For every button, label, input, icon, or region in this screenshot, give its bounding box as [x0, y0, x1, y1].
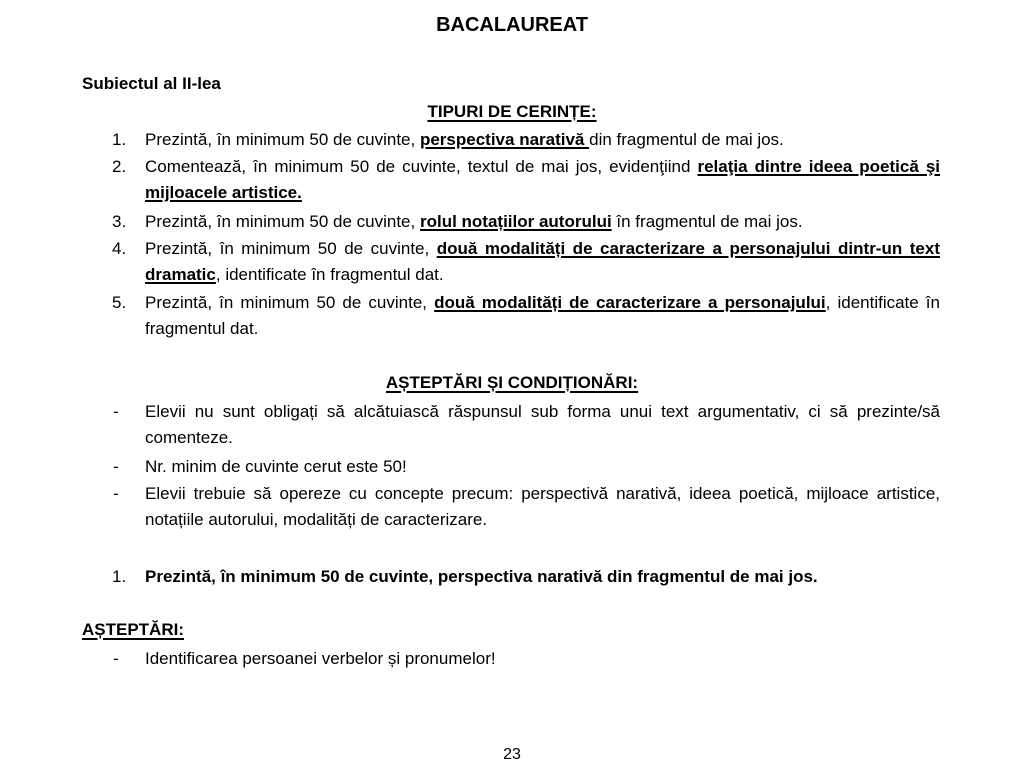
- item-text: Prezintă, în minimum 50 de cuvinte, rolul notațiilor autorului în fragmentul de mai jos.: [145, 212, 803, 231]
- bullet-marker: -: [113, 484, 119, 503]
- item-number: 3.: [112, 212, 127, 231]
- bullet-marker: -: [113, 649, 119, 668]
- expectations-heading: AȘTEPTĂRI ȘI CONDIȚIONĂRI:: [385, 373, 639, 392]
- document-title: BACALAUREAT: [436, 14, 588, 36]
- item-number: 1.: [112, 567, 127, 586]
- item-number: 2.: [112, 157, 127, 176]
- item-number: 1.: [112, 130, 127, 149]
- example-expectations-heading: AȘTEPTĂRI:: [82, 620, 184, 639]
- bullet-marker: -: [113, 457, 119, 476]
- item-number: 4.: [112, 239, 127, 258]
- item-text: Elevii trebuie să opereze cu concepte precum: perspectivă narativă, ideea poetică, mijloace artistice, notațiile autorului, modalități de caracterizare.: [145, 484, 940, 529]
- item-text: Identificarea persoanei verbelor și pronumelor!: [145, 649, 496, 668]
- item-text: Nr. minim de cuvinte cerut este 50!: [145, 457, 407, 476]
- item-text: Elevii nu sunt obligați să alcătuiască răspunsul sub forma unui text argumentativ, ci să prezinte/să comenteze.: [145, 402, 940, 447]
- example-text: Prezintă, în minimum 50 de cuvinte, perspectiva narativă din fragmentul de mai jos.: [145, 567, 818, 586]
- subject-heading: Subiectul al II-lea: [82, 74, 221, 93]
- item-number: 5.: [112, 293, 127, 312]
- bullet-marker: -: [113, 402, 119, 421]
- item-text: Prezintă, în minimum 50 de cuvinte, două modalități de caracterizare a personajului, identificate în fragmentul dat.: [145, 293, 940, 338]
- item-text: Prezintă, în minimum 50 de cuvinte, două modalități de caracterizare a personajului dintr-un text dramatic, identificate în fragmentul dat.: [145, 239, 940, 284]
- page-number: 23: [503, 746, 521, 763]
- item-text: Prezintă, în minimum 50 de cuvinte, perspectiva narativă din fragmentul de mai jos.: [145, 130, 784, 149]
- requirements-heading: TIPURI DE CERINȚE:: [427, 102, 597, 121]
- item-text: Comentează, în minimum 50 de cuvinte, textul de mai jos, evidenţiind relaţia dintre ideea poetică şi mijloacele artistice.: [145, 157, 940, 202]
